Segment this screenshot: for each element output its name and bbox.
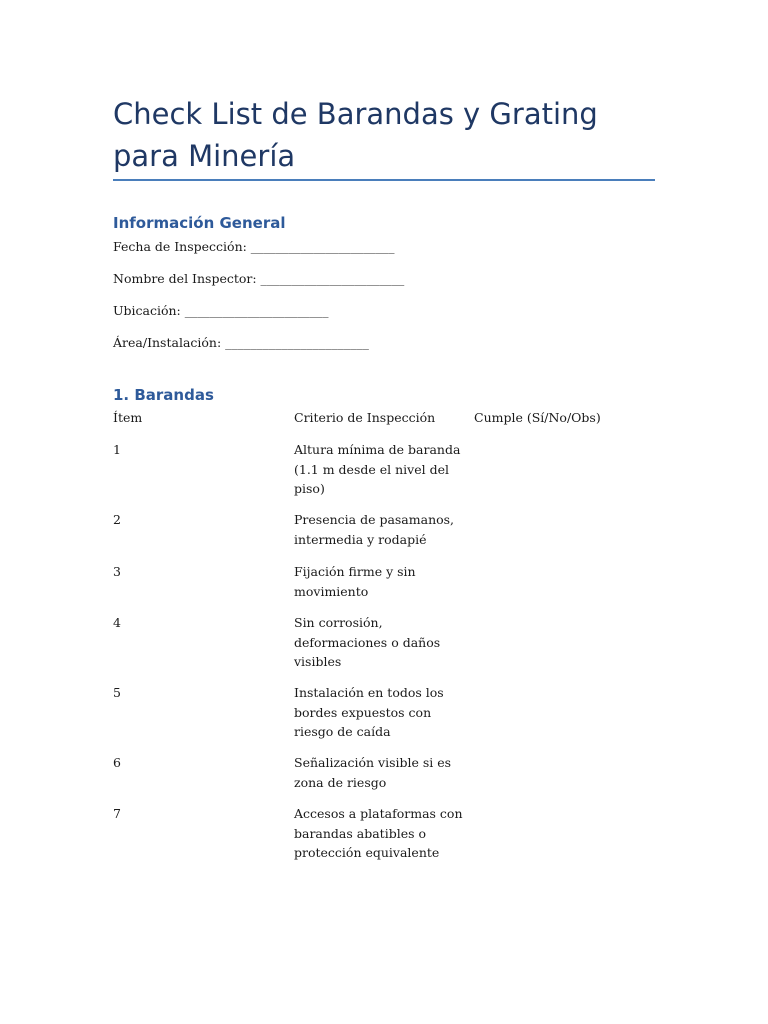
row-item-number: 6 [113, 755, 121, 770]
row-item-number: 1 [113, 442, 121, 457]
document-title: Check List de Barandas y Grating para Minería [113, 97, 598, 173]
location-field: Ubicación: _______________________ [113, 303, 329, 318]
row-criterio: Señalización visible si es zona de riesgo [294, 755, 452, 790]
column-header-item: Ítem [113, 410, 143, 425]
row-item-number: 5 [113, 685, 121, 700]
title-divider [113, 179, 655, 181]
row-criterio: Accesos a plataformas con barandas abatibles o protección equivalente [294, 806, 463, 860]
row-item-number: 3 [113, 564, 121, 579]
row-item-number: 4 [113, 615, 121, 630]
row-item-number: 2 [113, 512, 121, 527]
row-criterio: Fijación firme y sin movimiento [294, 564, 416, 599]
area-installation-field: Área/Instalación: _______________________ [113, 335, 369, 350]
inspector-name-field: Nombre del Inspector: _______________________ [113, 271, 405, 286]
column-header-criterio: Criterio de Inspección [294, 410, 436, 425]
row-criterio: Sin corrosión, deformaciones o daños visibles [294, 615, 441, 669]
column-header-cumple: Cumple (Sí/No/Obs) [474, 410, 601, 425]
row-criterio: Altura mínima de baranda (1.1 m desde el nivel del piso) [294, 442, 461, 496]
section-barandas-heading: 1. Barandas [113, 386, 214, 404]
inspection-date-field: Fecha de Inspección: _______________________ [113, 239, 395, 254]
row-criterio: Instalación en todos los bordes expuestos con riesgo de caída [294, 685, 444, 739]
row-item-number: 7 [113, 806, 121, 821]
general-info-heading: Información General [113, 214, 286, 232]
row-criterio: Presencia de pasamanos, intermedia y rodapié [294, 512, 455, 547]
